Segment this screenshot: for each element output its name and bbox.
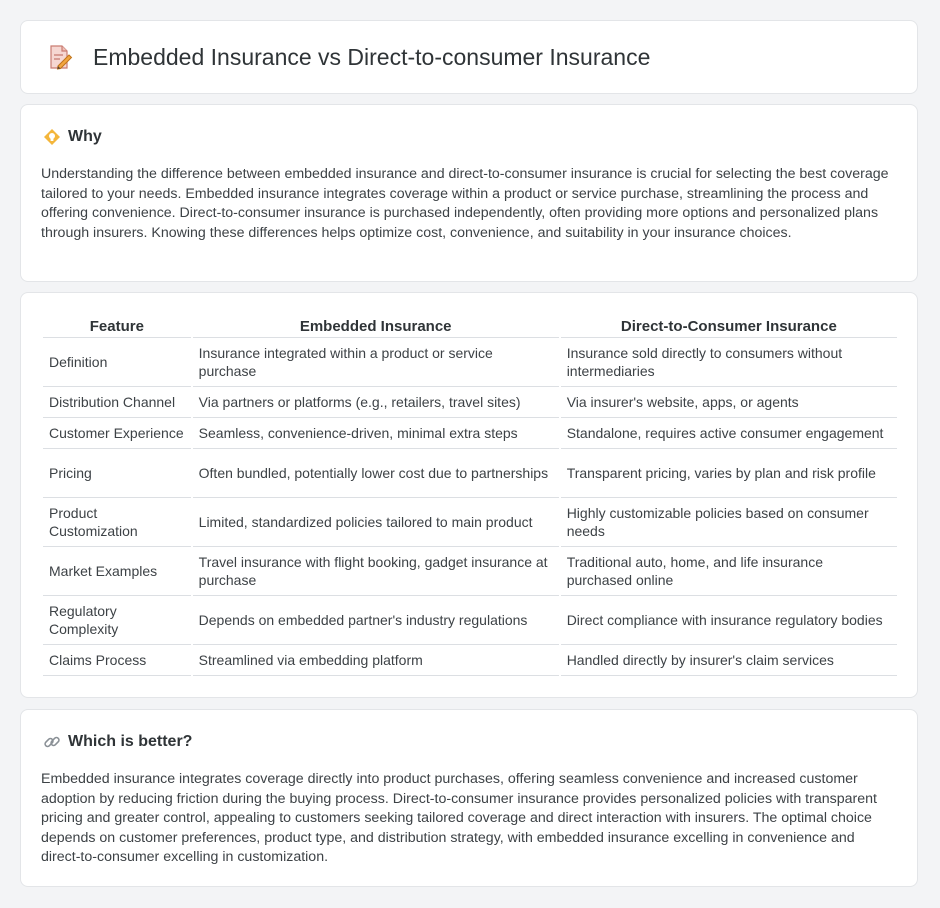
- comparison-card: [20, 292, 918, 698]
- row-direct: Highly customizable policies based on consumer needs: [561, 498, 897, 547]
- lightbulb-icon: [43, 128, 61, 146]
- why-text: Understanding the difference between embedded insurance and direct-to-consumer insurance is crucial for selecting the best coverage tailored to your needs. Embedded insurance integrates coverage within a product or service purchase, streamlining the process and offering convenience. Direct-to-consumer insurance is purchased independently, often providing more options and personalized plans through insurers. Knowing these differences helps optimize cost, convenience, and suitability in your insurance choices.: [41, 166, 889, 241]
- row-embedded: Depends on embedded partner's industry regulations: [193, 596, 559, 645]
- header-embedded: Embedded Insurance: [193, 315, 559, 338]
- row-embedded: Streamlined via embedding platform: [193, 645, 559, 676]
- header-feature: Feature: [43, 315, 191, 338]
- row-embedded: Limited, standardized policies tailored to main product: [193, 498, 559, 547]
- row-feature: Regulatory Complexity: [43, 596, 191, 645]
- why-heading: Why: [68, 128, 102, 145]
- row-feature: Definition: [43, 338, 191, 387]
- which-better-text: Embedded insurance integrates coverage directly into product purchases, offering seamless convenience and increased customer adoption by reducing friction during the buying process. Direct-to-consumer insurance provides personalized policies with transparent pricing and greater control, appealing to customers seeking tailored coverage and direct interaction with insurers. The optimal choice depends on customer preferences, product type, and distribution strategy, with embedded insurance excelling in convenience and direct-to-consumer excelling in customization.: [41, 771, 877, 866]
- row-embedded: Via partners or platforms (e.g., retailers, travel sites): [193, 387, 559, 418]
- row-feature: Pricing: [43, 449, 191, 498]
- row-direct: Handled directly by insurer's claim services: [561, 645, 897, 676]
- comparison-table: [41, 315, 899, 676]
- row-embedded: Seamless, convenience-driven, minimal extra steps: [193, 418, 559, 449]
- row-direct: Insurance sold directly to consumers without intermediaries: [561, 338, 897, 387]
- which-better-heading: Which is better?: [68, 733, 193, 750]
- row-embedded: Insurance integrated within a product or service purchase: [193, 338, 559, 387]
- header-direct: Direct-to-Consumer Insurance: [561, 315, 897, 338]
- document-pen-icon: [45, 43, 73, 71]
- table-row: [43, 449, 897, 498]
- table-row: [43, 387, 897, 418]
- table-row: [43, 596, 897, 645]
- table-row: [43, 418, 897, 449]
- row-direct: Via insurer's website, apps, or agents: [561, 387, 897, 418]
- row-feature: Market Examples: [43, 547, 191, 596]
- row-direct: Traditional auto, home, and life insurance purchased online: [561, 547, 897, 596]
- row-direct: Transparent pricing, varies by plan and risk profile: [561, 449, 897, 498]
- which-better-section: [20, 709, 918, 887]
- row-feature: Product Customization: [43, 498, 191, 547]
- title-card: [20, 20, 918, 94]
- table-row: [43, 338, 897, 387]
- page-title: Embedded Insurance vs Direct-to-consumer Insurance: [93, 43, 651, 70]
- table-row: [43, 645, 897, 676]
- table-row: [43, 498, 897, 547]
- row-direct: Direct compliance with insurance regulatory bodies: [561, 596, 897, 645]
- row-feature: Claims Process: [43, 645, 191, 676]
- row-direct: Standalone, requires active consumer engagement: [561, 418, 897, 449]
- why-section: [20, 104, 918, 282]
- link-icon: [43, 733, 61, 751]
- row-embedded: Often bundled, potentially lower cost due to partnerships: [193, 449, 559, 498]
- table-header-row: [43, 315, 897, 338]
- row-embedded: Travel insurance with flight booking, gadget insurance at purchase: [193, 547, 559, 596]
- row-feature: Distribution Channel: [43, 387, 191, 418]
- table-row: [43, 547, 897, 596]
- row-feature: Customer Experience: [43, 418, 191, 449]
